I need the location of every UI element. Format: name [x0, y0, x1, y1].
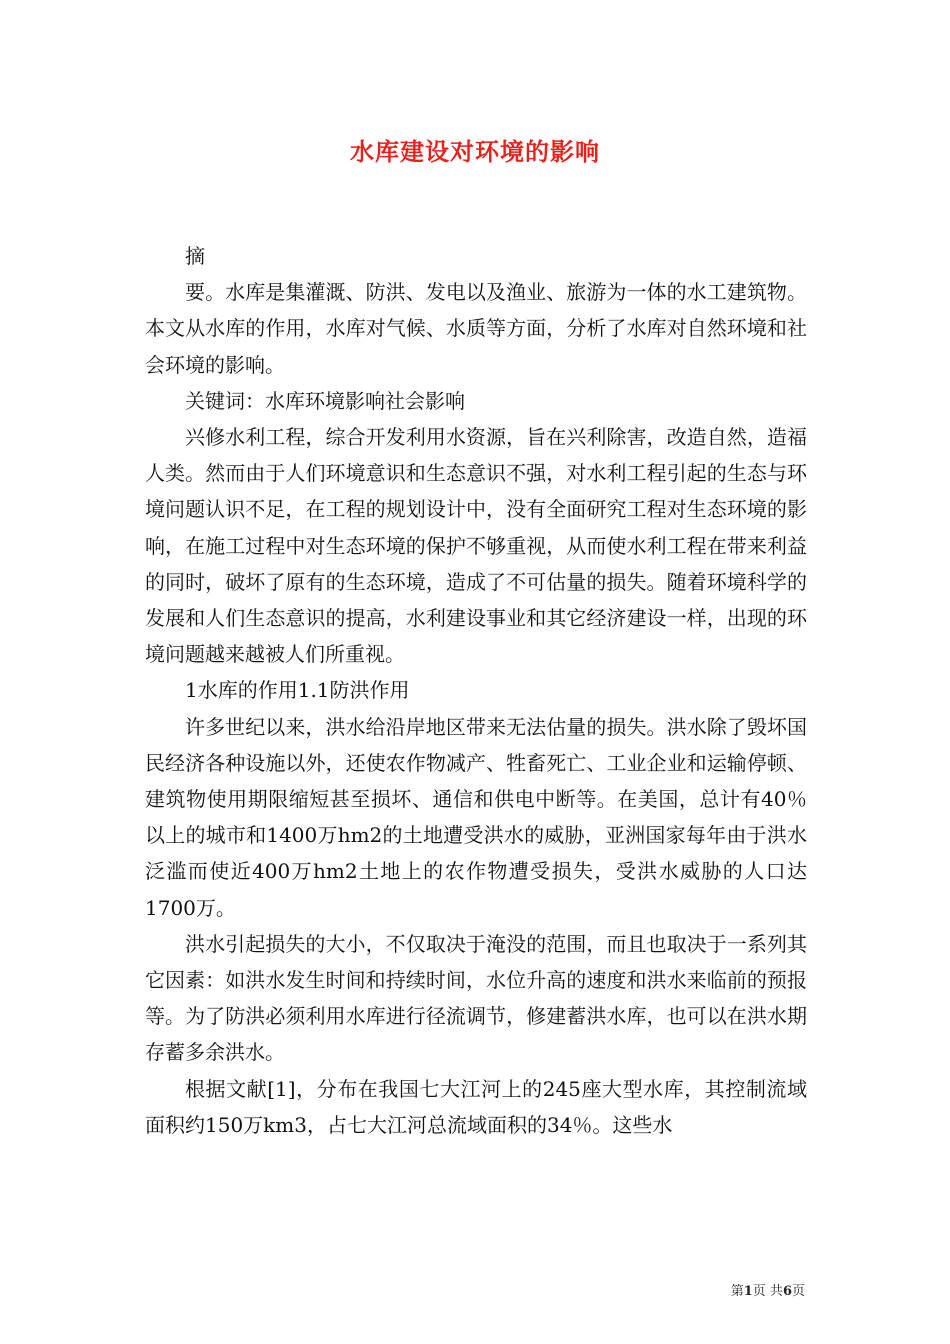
document-title: 水库建设对环境的影响 — [350, 137, 600, 166]
paragraph-abstract: 要。水库是集灌溉、防洪、发电以及渔业、旅游为一体的水工建筑物。本文从水库的作用，水库对气候、水质等方面，分析了水库对自然环境和社会环境的影响。 — [145, 280, 807, 377]
paragraph-intro: 兴修水利工程，综合开发利用水资源，旨在兴利除害，改造自然，造福人类。然而由于人们环境意识和生态意识不强，对水利工程引起的生态与环境问题认识不足，在工程的规划设计中，没有全面研究工程对生态环境的影响，在施工过程中对生态环境的保护不够重视，从而使水利工程在带来利益的同时，破坏了原有的生态环境，造成了不可估量的损失。随着环境科学的发展和人们生态意识的提高，水利建设事业和其它经济建设一样，出现的环境问题越来越被人们所重视。 — [145, 425, 807, 667]
section-heading: 1水库的作用1.1防洪作用 — [185, 678, 410, 703]
paragraph-flood-factors: 洪水引起损失的大小，不仅取决于淹没的范围，而且也取决于一系列其它因素：如洪水发生时间和持续时间，水位升高的速度和洪水来临前的预报等。为了防洪必须利用水库进行径流调节，修建蓄洪水库，也可以在洪水期存蓄多余洪水。 — [145, 931, 807, 1065]
document-body — [145, 238, 807, 1143]
footer-current-page: 1 — [743, 1284, 753, 1299]
footer-middle: 页 共 — [752, 1284, 783, 1299]
paragraph-reservoirs: 根据文献[1]，分布在我国七大江河上的245座大型水库，其控制流域面积约150万km3，占七大江河总流域面积的34％。这些水 — [145, 1076, 807, 1137]
footer-total-pages: 6 — [782, 1284, 792, 1299]
paragraph-abstract-label: 摘 — [185, 244, 205, 268]
footer-prefix: 第 — [730, 1284, 744, 1299]
paragraph-keywords: 关键词：水库环境影响社会影响 — [185, 388, 465, 413]
page-footer — [731, 1280, 805, 1299]
footer-suffix: 页 — [791, 1284, 805, 1299]
paragraph-flood-losses: 许多世纪以来，洪水给沿岸地区带来无法估量的损失。洪水除了毁坏国民经济各种设施以外，还使农作物减产、牲畜死亡、工业企业和运输停顿、建筑物使用期限缩短甚至损坏、通信和供电中断等。在美国，总计有40％以上的城市和1400万hm2的土地遭受洪水的威胁，亚洲国家每年由于洪水泛滥而使近400万hm2土地上的农作物遭受损失，受洪水威胁的人口达1700万。 — [145, 714, 807, 920]
